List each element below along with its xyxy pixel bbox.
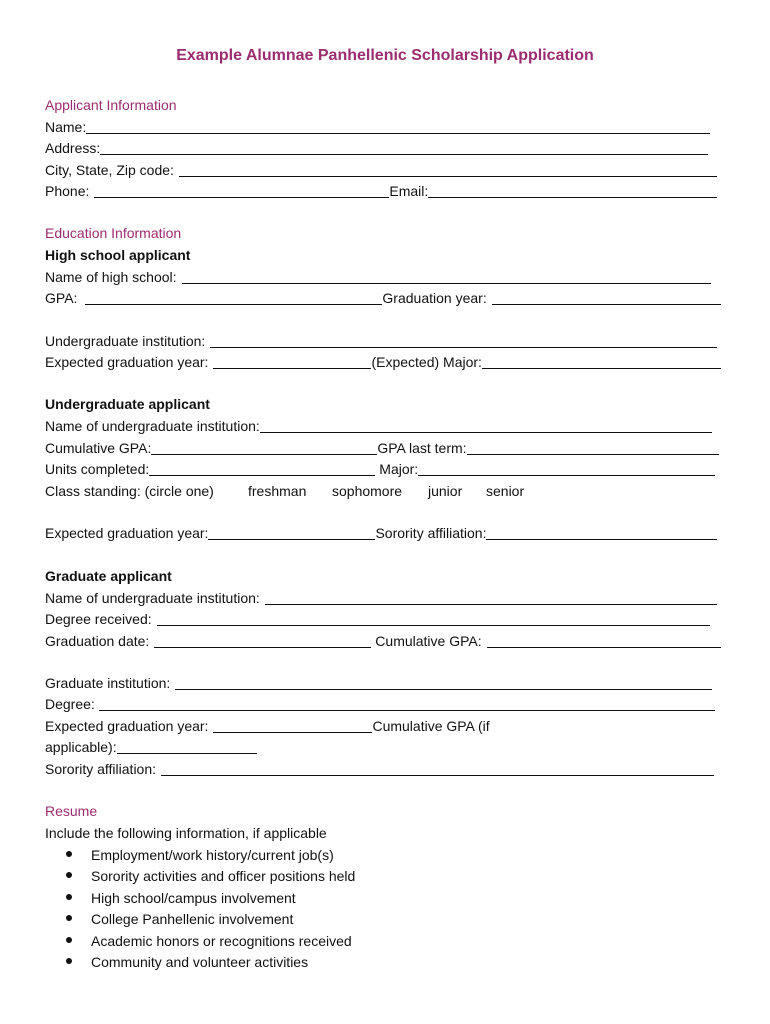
resume-list [45, 845, 355, 973]
phone-field[interactable] [94, 182, 389, 198]
hs-expected-grad-field[interactable] [213, 353, 371, 369]
gr-degree-received-field[interactable] [157, 610, 710, 626]
list-item [45, 888, 355, 909]
ug-major-field[interactable] [418, 460, 715, 476]
list-item-text: Employment/work history/current job(s) [91, 847, 334, 863]
hs-gpa-row [45, 288, 721, 308]
phone-email-row [45, 181, 717, 201]
option-freshman[interactable]: freshman [248, 483, 307, 499]
hs-gpa-field[interactable] [85, 289, 382, 305]
gr-sorority-row [45, 759, 714, 779]
bullet-icon [66, 851, 72, 857]
gr-applicable-label: applicable): [45, 739, 117, 755]
list-item-text: Community and volunteer activities [91, 953, 309, 970]
gr-undergrad-inst-row [45, 588, 717, 608]
ug-name-field[interactable] [260, 417, 712, 433]
list-item-text: Academic honors or recognitions received [91, 932, 352, 949]
list-item [45, 931, 355, 952]
graduate-heading: Graduate applicant [45, 568, 172, 584]
option-senior[interactable]: senior [486, 483, 525, 499]
gr-grad-inst-field[interactable] [175, 674, 712, 690]
hs-grad-year-label: Graduation year: [382, 290, 487, 306]
high-school-heading: High school applicant [45, 247, 191, 263]
address-field[interactable] [100, 139, 708, 155]
hs-undergrad-inst-label: Undergraduate institution: [45, 333, 206, 349]
address-row [45, 138, 708, 158]
gr-grad-date-label: Graduation date: [45, 633, 150, 649]
gr-cum-gpa-if-label: Cumulative GPA (if [372, 718, 490, 734]
gr-degree-row [45, 694, 715, 714]
gr-expected-grad-field[interactable] [213, 717, 372, 733]
ug-gpa-last-label: GPA last term: [377, 440, 467, 456]
hs-gpa-label: GPA: [45, 290, 78, 306]
ug-cum-gpa-label: Cumulative GPA: [45, 440, 152, 456]
ug-units-row [45, 459, 715, 479]
hs-major-field[interactable] [482, 353, 721, 369]
list-item-text: College Panhellenic involvement [91, 911, 294, 928]
email-field[interactable] [428, 182, 717, 198]
section-applicant-heading: Applicant Information [45, 97, 177, 113]
ug-units-label: Units completed: [45, 461, 150, 477]
list-item [45, 952, 355, 973]
ug-name-row [45, 416, 712, 436]
hs-undergrad-inst-row [45, 331, 717, 351]
city-row [45, 160, 717, 180]
gr-expected-grad-row [45, 716, 515, 736]
gr-grad-date-row [45, 631, 721, 651]
bullet-icon [66, 958, 72, 964]
gr-expected-grad-label: Expected graduation year: [45, 718, 209, 734]
high-school-name-label: Name of high school: [45, 269, 177, 285]
option-junior[interactable]: junior [428, 483, 463, 499]
gr-cum-gpa-label: Cumulative GPA: [375, 633, 482, 649]
hs-grad-year-field[interactable] [492, 289, 721, 305]
name-row [45, 117, 710, 137]
list-item-text: High school/campus involvement [91, 889, 296, 906]
list-item [45, 909, 355, 930]
gr-cum-gpa-if-field[interactable] [117, 738, 257, 754]
list-item-text: Sorority activities and officer positions held [91, 868, 356, 885]
bullet-icon [66, 872, 72, 878]
class-standing-label: Class standing: (circle one) [45, 483, 214, 499]
high-school-name-row [45, 267, 711, 287]
gr-grad-inst-label: Graduate institution: [45, 675, 171, 691]
page-title: Example Alumnae Panhellenic Scholarship Application [176, 47, 594, 64]
section-education-heading: Education Information [45, 225, 182, 241]
list-item [45, 866, 355, 887]
bullet-icon [66, 937, 72, 943]
ug-name-label: Name of undergraduate institution: [45, 418, 260, 434]
ug-expected-grad-label: Expected graduation year: [45, 525, 209, 541]
ug-units-field[interactable] [149, 460, 375, 476]
ug-expected-grad-field[interactable] [208, 524, 375, 540]
hs-expected-grad-row [45, 352, 721, 372]
ug-sorority-label: Sorority affiliation: [375, 525, 487, 541]
bullet-icon [66, 894, 72, 900]
hs-undergrad-inst-field[interactable] [210, 332, 717, 348]
ug-cum-gpa-field[interactable] [151, 439, 377, 455]
gr-sorority-label: Sorority affiliation: [45, 761, 157, 777]
hs-expected-grad-label: Expected graduation year: [45, 354, 209, 370]
gr-degree-field[interactable] [99, 695, 715, 711]
city-field[interactable] [179, 161, 717, 177]
phone-label: Phone: [45, 183, 90, 199]
resume-intro: Include the following information, if applicable [45, 825, 327, 841]
gr-grad-date-field[interactable] [154, 632, 371, 648]
gr-degree-received-row [45, 609, 710, 629]
undergrad-heading: Undergraduate applicant [45, 396, 210, 412]
name-field[interactable] [86, 118, 710, 134]
ug-gpa-row [45, 438, 719, 458]
option-sophomore[interactable]: sophomore [332, 483, 403, 499]
email-label: Email: [389, 183, 429, 199]
ug-expected-grad-row [45, 523, 717, 543]
gr-applicable-row [45, 737, 257, 757]
gr-grad-inst-row [45, 673, 712, 693]
gr-degree-received-label: Degree received: [45, 611, 152, 627]
gr-degree-label: Degree: [45, 696, 95, 712]
section-resume-heading: Resume [45, 803, 98, 819]
ug-gpa-last-field[interactable] [467, 439, 719, 455]
bullet-icon [66, 915, 72, 921]
ug-major-label: Major: [379, 461, 419, 477]
ug-sorority-field[interactable] [486, 524, 717, 540]
high-school-name-field[interactable] [182, 268, 711, 284]
gr-undergrad-inst-field[interactable] [265, 589, 717, 605]
address-label: Address: [45, 140, 101, 156]
hs-major-label: (Expected) Major: [371, 354, 482, 370]
list-item [45, 845, 355, 866]
gr-sorority-field[interactable] [161, 760, 714, 776]
gr-cum-gpa-field[interactable] [487, 632, 721, 648]
city-label: City, State, Zip code: [45, 162, 174, 178]
name-label: Name: [45, 119, 87, 135]
gr-undergrad-inst-label: Name of undergraduate institution: [45, 590, 260, 606]
